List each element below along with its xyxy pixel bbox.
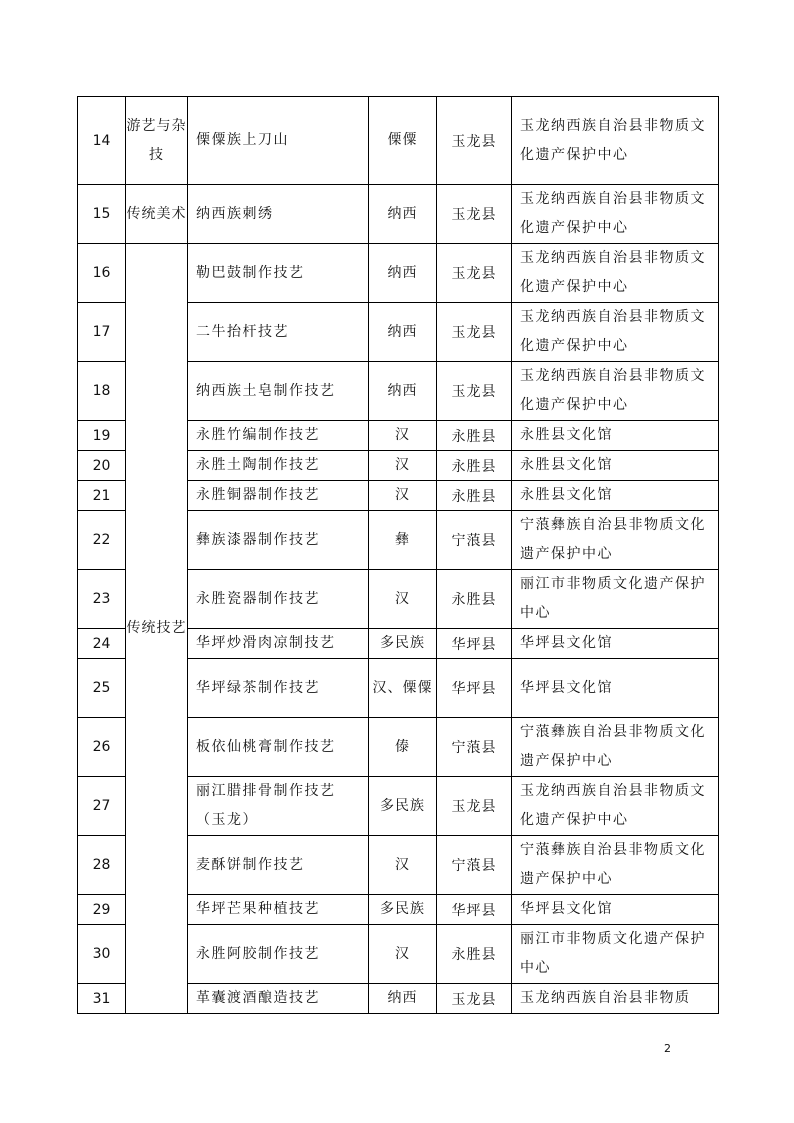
ethnic-group: 汉 (369, 836, 437, 895)
project-name: 华坪芒果种植技艺 (188, 895, 369, 925)
row-number: 17 (78, 303, 126, 362)
protection-unit: 宁蒗彝族自治县非物质文化遗产保护中心 (512, 836, 719, 895)
protection-unit: 玉龙纳西族自治县非物质文化遗产保护中心 (512, 185, 719, 244)
row-number: 16 (78, 244, 126, 303)
project-name: 彝族漆器制作技艺 (188, 511, 369, 570)
table-row (78, 244, 719, 303)
table-row (78, 185, 719, 244)
region: 永胜县 (437, 925, 512, 984)
row-number: 19 (78, 421, 126, 451)
table-row (78, 97, 719, 185)
region: 玉龙县 (437, 244, 512, 303)
region: 永胜县 (437, 451, 512, 481)
ethnic-group: 汉 (369, 925, 437, 984)
category-cell: 游艺与杂技 (126, 97, 188, 185)
project-name: 麦酥饼制作技艺 (188, 836, 369, 895)
ethnic-group: 纳西 (369, 362, 437, 421)
project-name: 丽江腊排骨制作技艺（玉龙） (188, 777, 369, 836)
ethnic-group: 纳西 (369, 244, 437, 303)
region: 永胜县 (437, 481, 512, 511)
region: 玉龙县 (437, 303, 512, 362)
row-number: 23 (78, 570, 126, 629)
ethnic-group: 彝 (369, 511, 437, 570)
row-number: 29 (78, 895, 126, 925)
protection-unit: 宁蒗彝族自治县非物质文化遗产保护中心 (512, 511, 719, 570)
ethnic-group: 汉 (369, 451, 437, 481)
region: 华坪县 (437, 895, 512, 925)
ethnic-group: 傈僳 (369, 97, 437, 185)
region: 永胜县 (437, 570, 512, 629)
project-name: 永胜瓷器制作技艺 (188, 570, 369, 629)
project-name: 永胜铜器制作技艺 (188, 481, 369, 511)
row-number: 28 (78, 836, 126, 895)
region: 玉龙县 (437, 362, 512, 421)
page-number: 2 (664, 1042, 671, 1055)
region: 玉龙县 (437, 185, 512, 244)
protection-unit: 永胜县文化馆 (512, 481, 719, 511)
row-number: 30 (78, 925, 126, 984)
protection-unit: 华坪县文化馆 (512, 629, 719, 659)
ethnic-group: 多民族 (369, 629, 437, 659)
protection-unit: 玉龙纳西族自治县非物质文化遗产保护中心 (512, 362, 719, 421)
region: 宁蒗县 (437, 511, 512, 570)
ethnic-group: 多民族 (369, 777, 437, 836)
ethnic-group: 纳西 (369, 185, 437, 244)
ethnic-group: 多民族 (369, 895, 437, 925)
region: 华坪县 (437, 659, 512, 718)
project-name: 华坪绿茶制作技艺 (188, 659, 369, 718)
row-number: 14 (78, 97, 126, 185)
project-name: 傈僳族上刀山 (188, 97, 369, 185)
row-number: 15 (78, 185, 126, 244)
row-number: 24 (78, 629, 126, 659)
ethnic-group: 汉 (369, 481, 437, 511)
region: 玉龙县 (437, 97, 512, 185)
protection-unit: 玉龙纳西族自治县非物质文化遗产保护中心 (512, 777, 719, 836)
ethnic-group: 汉 (369, 570, 437, 629)
row-number: 27 (78, 777, 126, 836)
protection-unit: 永胜县文化馆 (512, 451, 719, 481)
heritage-table (77, 96, 719, 1014)
ethnic-group: 汉、傈僳 (369, 659, 437, 718)
project-name: 革囊渡酒酿造技艺 (188, 984, 369, 1014)
region: 宁蒗县 (437, 836, 512, 895)
project-name: 永胜阿胶制作技艺 (188, 925, 369, 984)
row-number: 31 (78, 984, 126, 1014)
protection-unit: 丽江市非物质文化遗产保护中心 (512, 570, 719, 629)
row-number: 22 (78, 511, 126, 570)
project-name: 二牛抬杆技艺 (188, 303, 369, 362)
ethnic-group: 傣 (369, 718, 437, 777)
row-number: 25 (78, 659, 126, 718)
project-name: 勒巴鼓制作技艺 (188, 244, 369, 303)
protection-unit: 华坪县文化馆 (512, 895, 719, 925)
project-name: 纳西族刺绣 (188, 185, 369, 244)
row-number: 20 (78, 451, 126, 481)
protection-unit: 玉龙纳西族自治县非物质文化遗产保护中心 (512, 244, 719, 303)
row-number: 18 (78, 362, 126, 421)
row-number: 21 (78, 481, 126, 511)
project-name: 华坪炒滑肉凉制技艺 (188, 629, 369, 659)
row-number: 26 (78, 718, 126, 777)
protection-unit: 玉龙纳西族自治县非物质文化遗产保护中心 (512, 97, 719, 185)
protection-unit: 宁蒗彝族自治县非物质文化遗产保护中心 (512, 718, 719, 777)
project-name: 纳西族土皂制作技艺 (188, 362, 369, 421)
ethnic-group: 汉 (369, 421, 437, 451)
region: 玉龙县 (437, 984, 512, 1014)
category-cell: 传统技艺 (126, 244, 188, 1014)
project-name: 永胜竹编制作技艺 (188, 421, 369, 451)
protection-unit: 玉龙纳西族自治县非物质 (512, 984, 719, 1014)
protection-unit: 玉龙纳西族自治县非物质文化遗产保护中心 (512, 303, 719, 362)
region: 玉龙县 (437, 777, 512, 836)
protection-unit: 华坪县文化馆 (512, 659, 719, 718)
category-cell: 传统美术 (126, 185, 188, 244)
protection-unit: 丽江市非物质文化遗产保护中心 (512, 925, 719, 984)
region: 华坪县 (437, 629, 512, 659)
ethnic-group: 纳西 (369, 984, 437, 1014)
region: 宁蒗县 (437, 718, 512, 777)
region: 永胜县 (437, 421, 512, 451)
project-name: 板依仙桃膏制作技艺 (188, 718, 369, 777)
protection-unit: 永胜县文化馆 (512, 421, 719, 451)
ethnic-group: 纳西 (369, 303, 437, 362)
project-name: 永胜土陶制作技艺 (188, 451, 369, 481)
